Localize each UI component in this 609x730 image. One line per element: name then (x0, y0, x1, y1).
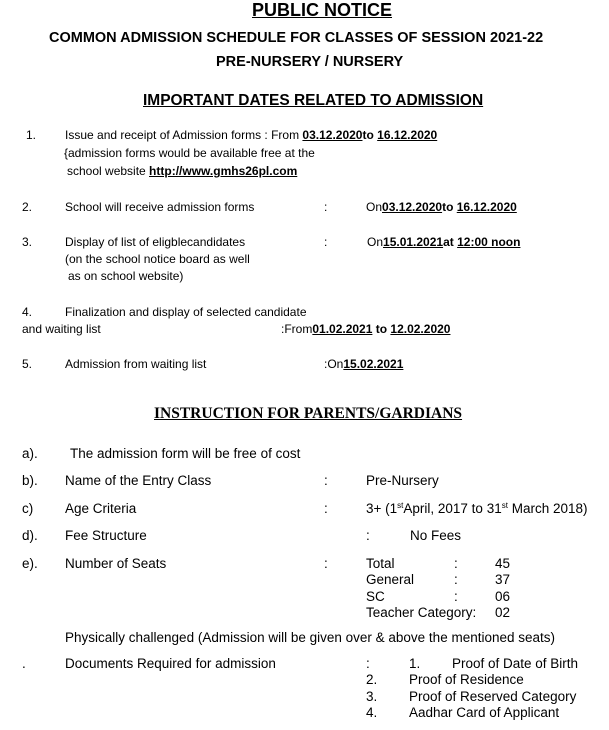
ordinal-suffix: st (501, 501, 508, 510)
class-subtitle: PRE-NURSERY / NURSERY (216, 54, 404, 70)
colon: : (454, 556, 458, 571)
instruction-d-letter: d). (22, 528, 38, 543)
to-text: to (442, 200, 457, 214)
physically-challenged-note: Physically challenged (Admission will be given over & above the mentioned seats) (65, 630, 556, 645)
date-from: 03.12.2020 (302, 128, 363, 142)
item-label: Issue and receipt of Admission forms : From (65, 128, 303, 142)
at-text: at (443, 235, 458, 249)
instruction-e-letter: e). (22, 556, 38, 571)
colon: : (324, 556, 328, 571)
date-item-2-label: School will receive admission forms (65, 200, 255, 214)
date-item-4-value (281, 322, 450, 336)
document-2-text: Proof of Residence (409, 672, 524, 687)
date-item-3-value (367, 235, 520, 249)
instructions-heading: INSTRUCTION FOR PARENTS/GARDIANS (154, 405, 463, 422)
date-to: 12.02.2020 (390, 322, 451, 336)
age-suffix: March 2018) (507, 501, 588, 516)
entry-class-value: Pre-Nursery (366, 473, 439, 488)
on-text: On (366, 200, 383, 214)
colon: : (324, 200, 328, 214)
display-date: 15.01.2021 (383, 235, 444, 249)
document-2-number: 2. (366, 672, 378, 687)
date-to: 16.12.2020 (456, 200, 517, 214)
on-text: On (367, 235, 384, 249)
date-item-5-label: Admission from waiting list (65, 357, 207, 371)
document-1-number: 1. (409, 656, 421, 671)
instruction-a-label: The admission form will be free of cost (70, 446, 301, 461)
from-text: :From (281, 322, 313, 336)
colon: : (454, 589, 458, 604)
age-mid: April, 2017 to 31 (403, 501, 502, 516)
instruction-b-letter: b). (22, 473, 38, 488)
instruction-c-label: Age Criteria (65, 501, 137, 516)
date-item-4-number: 4. (22, 305, 33, 319)
seats-teacher-value: 02 (495, 605, 511, 620)
date-item-4-label: Finalization and display of selected candidate (65, 305, 307, 319)
date-item-1 (26, 128, 36, 142)
seats-general-value: 37 (495, 572, 511, 587)
colon: : (454, 572, 458, 587)
date-item-3-label-line3: as on school website) (68, 269, 184, 283)
seats-total-label: Total (366, 556, 395, 571)
documents-bullet: . (22, 656, 26, 671)
age-criteria-value (366, 501, 588, 516)
date-item-5-number: 5. (22, 357, 33, 371)
schedule-subtitle: COMMON ADMISSION SCHEDULE FOR CLASSES OF SESSION 2021-22 (49, 30, 544, 46)
instruction-a-letter: a). (22, 446, 38, 461)
colon: : (324, 235, 328, 249)
document-1-text: Proof of Date of Birth (452, 656, 579, 671)
age-prefix: 3+ (1 (366, 501, 398, 516)
website-prefix: school website (67, 164, 150, 178)
date-item-3-label-line2: (on the school notice board as well (65, 252, 250, 266)
to-text: to (372, 322, 391, 336)
date-item-3-label: Display of list of eligblecandidates (65, 235, 246, 249)
on-text: :On (324, 357, 344, 371)
date-to: 16.12.2020 (377, 128, 438, 142)
date-item-5-value (324, 357, 403, 371)
date-item-3-number: 3. (22, 235, 33, 249)
item-number: 1. (26, 128, 37, 142)
instruction-c-letter: c) (22, 501, 34, 516)
dates-heading: IMPORTANT DATES RELATED TO ADMISSION (143, 92, 484, 109)
to-text: to (362, 128, 378, 142)
seats-general-label: General (366, 572, 415, 587)
seats-teacher-label: Teacher Category: (366, 605, 477, 620)
document-4-number: 4. (366, 705, 378, 720)
school-website-link[interactable]: http://www.gmhs26pl.com (149, 164, 298, 178)
seats-sc-value: 06 (495, 589, 511, 604)
date-item-4-label-line2: and waiting list (22, 322, 101, 336)
date-item-2-number: 2. (22, 200, 33, 214)
date-item-1-label (65, 128, 437, 142)
colon: : (324, 473, 328, 488)
date-item-1-website-line (67, 164, 297, 178)
colon: : (366, 528, 370, 543)
fee-structure-value: No Fees (410, 528, 462, 543)
date-item-2-value (366, 200, 517, 214)
page-title: PUBLIC NOTICE (252, 0, 393, 20)
admission-date: 15.02.2021 (343, 357, 404, 371)
document-4-text: Aadhar Card of Applicant (409, 705, 560, 720)
date-from: 01.02.2021 (312, 322, 373, 336)
instruction-d-label: Fee Structure (65, 528, 147, 543)
colon: : (366, 656, 370, 671)
document-3-number: 3. (366, 689, 378, 704)
documents-label: Documents Required for admission (65, 656, 276, 671)
date-from: 03.12.2020 (382, 200, 443, 214)
display-time: 12:00 noon (457, 235, 521, 249)
instruction-e-label: Number of Seats (65, 556, 167, 571)
date-item-1-note: {admission forms would be available free at the (64, 146, 315, 160)
ordinal-suffix: st (397, 501, 404, 510)
seats-sc-label: SC (366, 589, 385, 604)
colon: : (324, 501, 328, 516)
instruction-b-label: Name of the Entry Class (65, 473, 212, 488)
document-3-text: Proof of Reserved Category (409, 689, 577, 704)
seats-total-value: 45 (495, 556, 511, 571)
